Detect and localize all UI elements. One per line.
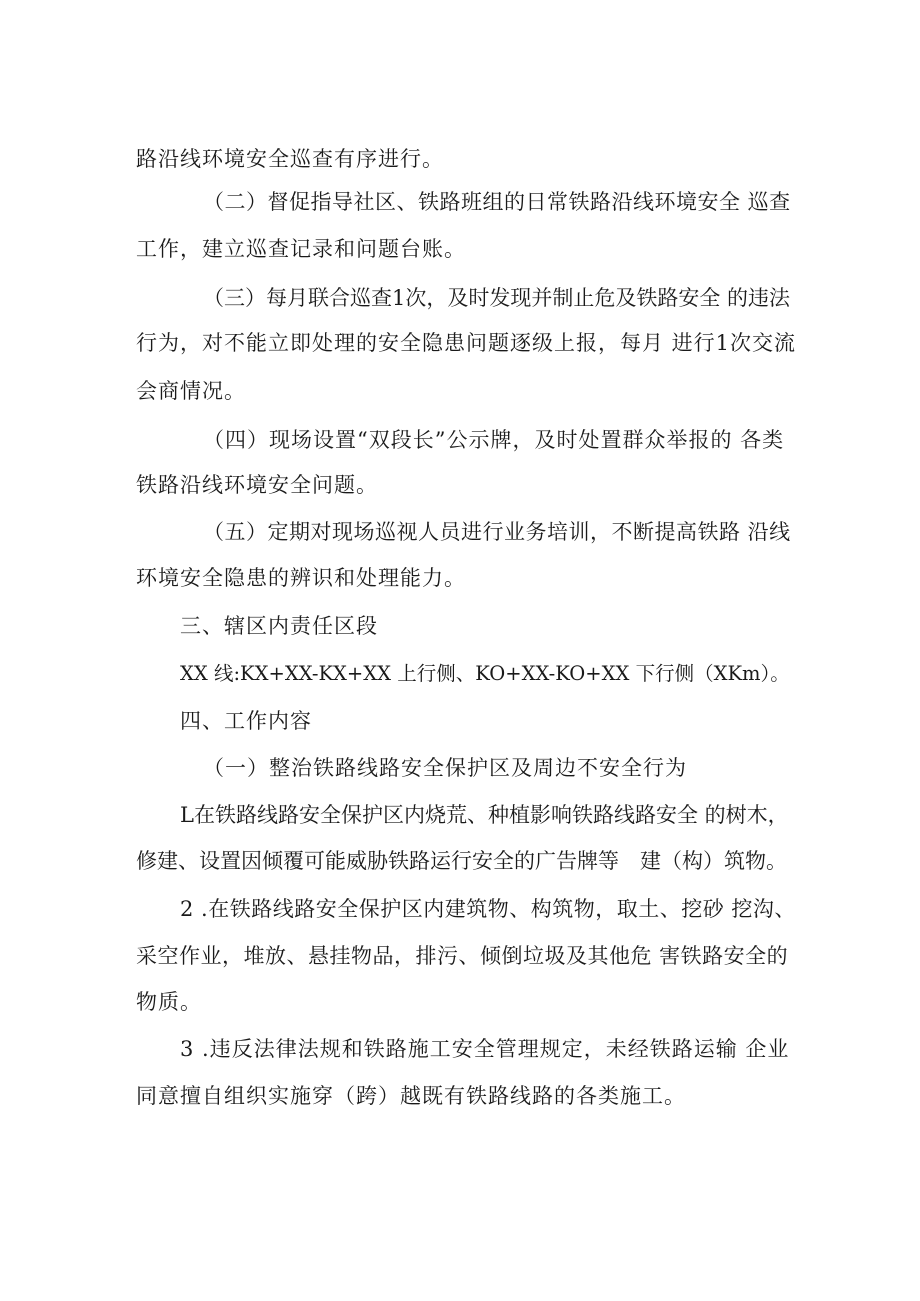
paragraph-line: （四）现场设置“双段长”公示牌，及时处置群众举报的 各类 (203, 428, 785, 452)
paragraph-line: 3 .违反法律法规和铁路施工安全管理规定，未经铁路运输 企业 (180, 1037, 790, 1061)
paragraph-line: 环境安全隐患的辨识和处理能力。 (136, 566, 466, 590)
subsection-heading: （一）整治铁路线路安全保护区及周边不安全行为 (203, 756, 687, 780)
paragraph-line: 2 .在铁路线路安全保护区内建筑物、构筑物，取土、挖砂 挖沟、 (180, 897, 796, 921)
paragraph-line: 修建、设置因倾覆可能威胁铁路运行安全的广告牌等 建（构）筑物。 (136, 849, 787, 873)
paragraph-line: 物质。 (136, 990, 202, 1014)
paragraph-line: 路沿线环境安全巡查有序进行。 (136, 147, 444, 171)
paragraph-line: 工作，建立巡查记录和问题台账。 (136, 237, 466, 261)
paragraph-line: 铁路沿线环境安全问题。 (136, 473, 378, 497)
paragraph-line: （三）每月联合巡查1次，及时发现并制止危及铁路安全 的违法 (203, 286, 791, 310)
section-heading: 四、工作内容 (180, 709, 312, 733)
paragraph-line: L在铁路线路安全保护区内烧荒、种植影响铁路线路安全 的树木， (180, 803, 789, 827)
section-heading: 三、辖区内责任区段 (180, 614, 378, 638)
paragraph-line: 会商情况。 (136, 379, 246, 403)
paragraph-line: 采空作业，堆放、悬挂物品，排污、倾倒垃圾及其他危 害铁路安全的 (136, 944, 789, 968)
paragraph-line: 行为，对不能立即处理的安全隐患问题逐级上报，每月 进行1次交流 (136, 331, 797, 355)
paragraph-line: （二）督促指导社区、铁路班组的日常铁路沿线环境安全 巡查 (203, 190, 791, 214)
paragraph-line: XX 线:KX+XX-KX+XX 上行侧、KO+XX-KO+XX 下行侧（XKm）。 (180, 662, 790, 685)
paragraph-line: 同意擅自组织实施穿（跨）越既有铁路线路的各类施工。 (136, 1084, 686, 1108)
paragraph-line: （五）定期对现场巡视人员进行业务培训，不断提高铁路 沿线 (203, 520, 791, 544)
